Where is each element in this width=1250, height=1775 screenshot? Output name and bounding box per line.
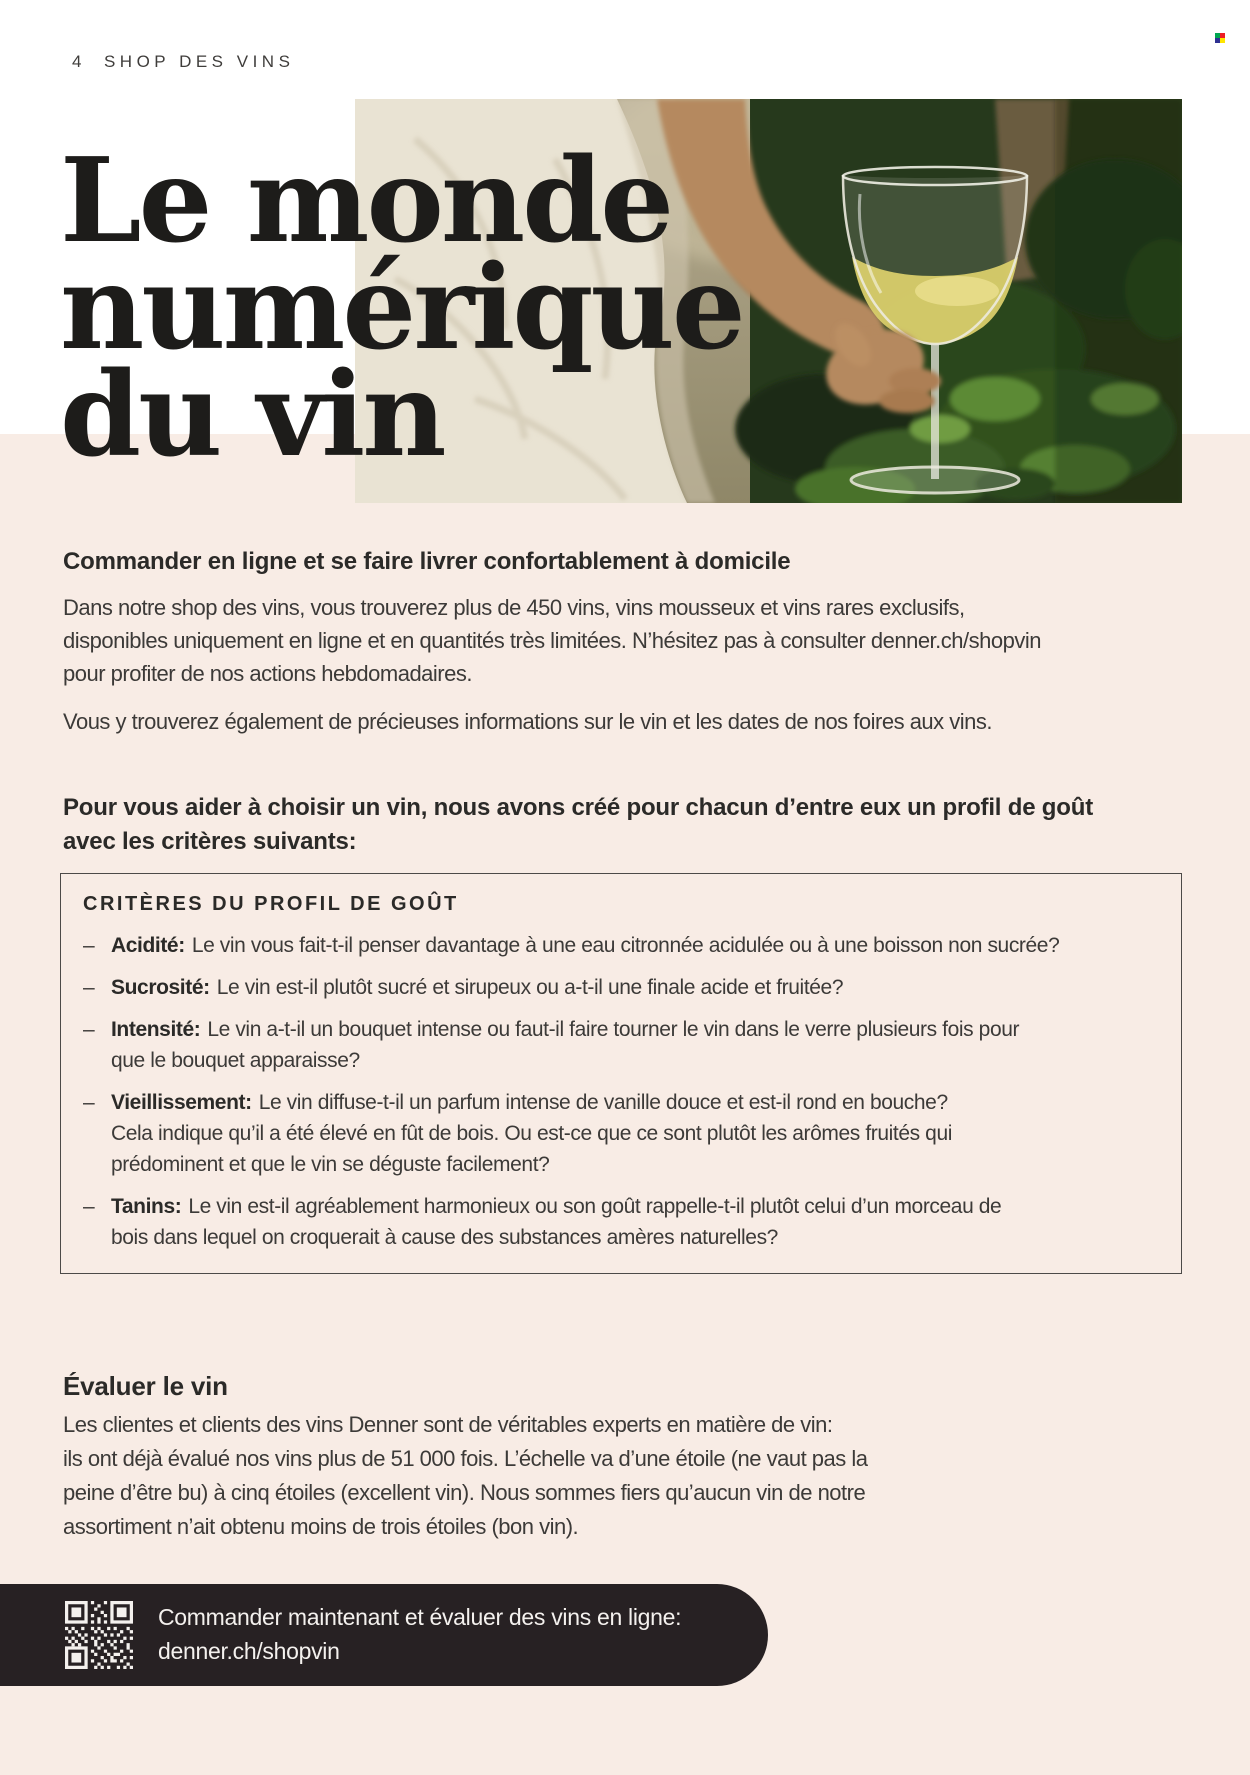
criteria-label: Intensité: [111,1018,201,1041]
criteria-item-vieillissement [83,1087,1159,1180]
criteria-line: bois dans lequel on croquerait à cause des substances amères naturelles? [111,1226,778,1249]
criteria-label: Vieillissement: [111,1091,252,1114]
evaluate-line4: assortiment n’ait obtenu moins de trois étoiles (bon vin). [63,1514,579,1539]
criteria-line: que le bouquet apparaisse? [111,1049,360,1072]
cta-line1: Commander maintenant et évaluer des vins en ligne: [158,1604,682,1630]
criteria-label: Sucrosité: [111,976,210,999]
qr-code-graphic [65,1601,133,1669]
evaluate-line3: peine d’être bu) à cinq étoiles (excellent vin). Nous sommes fiers qu’aucun vin de notre [63,1480,866,1505]
evaluate-paragraph [63,1408,868,1544]
dash-bullet: – [83,934,95,957]
criteria-item-sucrosite [83,972,1159,1003]
criteria-line: Cela indique qu’il a été élevé en fût de bois. Ou est-ce que ce sont plutôt les arômes fruités qui [111,1122,952,1145]
criteria-line: prédominent et que le vin se déguste facilement? [111,1153,550,1176]
criteria-item-tanins [83,1191,1159,1253]
cta-banner [0,1584,768,1686]
criteria-label: Acidité: [111,934,185,957]
intro-heading: Commander en ligne et se faire livrer confortablement à domicile [63,548,791,575]
title-line-1: Le monde [60,133,672,269]
profile-intro-line2: avec les critères suivants: [63,828,357,855]
title-line-2: numérique [60,240,743,376]
criteria-line: Le vin diffuse-t-il un parfum intense de vanille douce et est-il rond en bouche? [258,1091,948,1114]
dash-bullet: – [83,976,95,999]
profile-intro-line1: Pour vous aider à choisir un vin, nous avons créé pour chacun d’entre eux un profil de goût [63,794,1093,821]
intro-p2-line1: Vous y trouverez également de précieuses informations sur le vin et les dates de nos foires aux vins. [63,709,993,734]
criteria-line: Le vin a-t-il un bouquet intense ou faut-il faire tourner le vin dans le verre plusieurs fois pour [207,1018,1020,1041]
criteria-item-text [111,1014,1019,1076]
intro-p1-line1: Dans notre shop des vins, vous trouverez plus de 450 vins, vins mousseux et vins rares exclusifs, [63,595,965,620]
print-registration-mark [1215,33,1225,43]
criteria-line: Le vin est-il agréablement harmonieux ou son goût rappelle-t-il plutôt celui d’un morceau de [188,1195,1002,1218]
criteria-item-intensite [83,1014,1159,1076]
cta-url: denner.ch/shopvin [158,1638,340,1664]
dash-bullet: – [83,1091,95,1114]
criteria-line: Le vin est-il plutôt sucré et sirupeux ou a-t-il une finale acide et fruitée? [216,976,844,999]
taste-profile-intro [63,791,1093,859]
criteria-box-title: CRITÈRES DU PROFIL DE GOÛT [83,893,459,915]
criteria-line: Le vin vous fait-t-il penser davantage à une eau citronnée acidulée ou à une boisson non sucrée? [191,934,1060,957]
cta-text [158,1600,681,1668]
intro-paragraph-1 [63,591,1041,690]
criteria-label: Tanins: [111,1195,182,1218]
evaluate-line1: Les clientes et clients des vins Denner sont de véritables experts en matière de vin: [63,1412,833,1437]
title-line-3: du vin [60,347,444,483]
dash-bullet: – [83,1018,95,1041]
dash-bullet: – [83,1195,95,1218]
intro-p1-line2: disponibles uniquement en ligne et en quantités très limitées. N’hésitez pas à consulter denner.ch/shopvin [63,628,1041,653]
intro-p1-line3: pour profiter de nos actions hebdomadaires. [63,661,472,686]
page-number: 4 [72,52,86,71]
criteria-item-text [111,972,843,1003]
criteria-item-text [111,930,1059,961]
criteria-box [60,873,1182,1274]
criteria-item-text [111,1191,1001,1253]
criteria-item-acidite [83,930,1159,961]
page-title [60,133,743,483]
section-title: SHOP DES VINS [103,52,295,71]
criteria-item-text [111,1087,952,1180]
evaluate-heading: Évaluer le vin [63,1371,228,1401]
intro-paragraph-2 [63,705,992,738]
evaluate-line2: ils ont déjà évalué nos vins plus de 51 000 fois. L’échelle va d’une étoile (ne vaut pas la [63,1446,868,1471]
mark-yellow [1220,38,1225,43]
qr-code [65,1601,133,1669]
page-header [72,52,294,72]
